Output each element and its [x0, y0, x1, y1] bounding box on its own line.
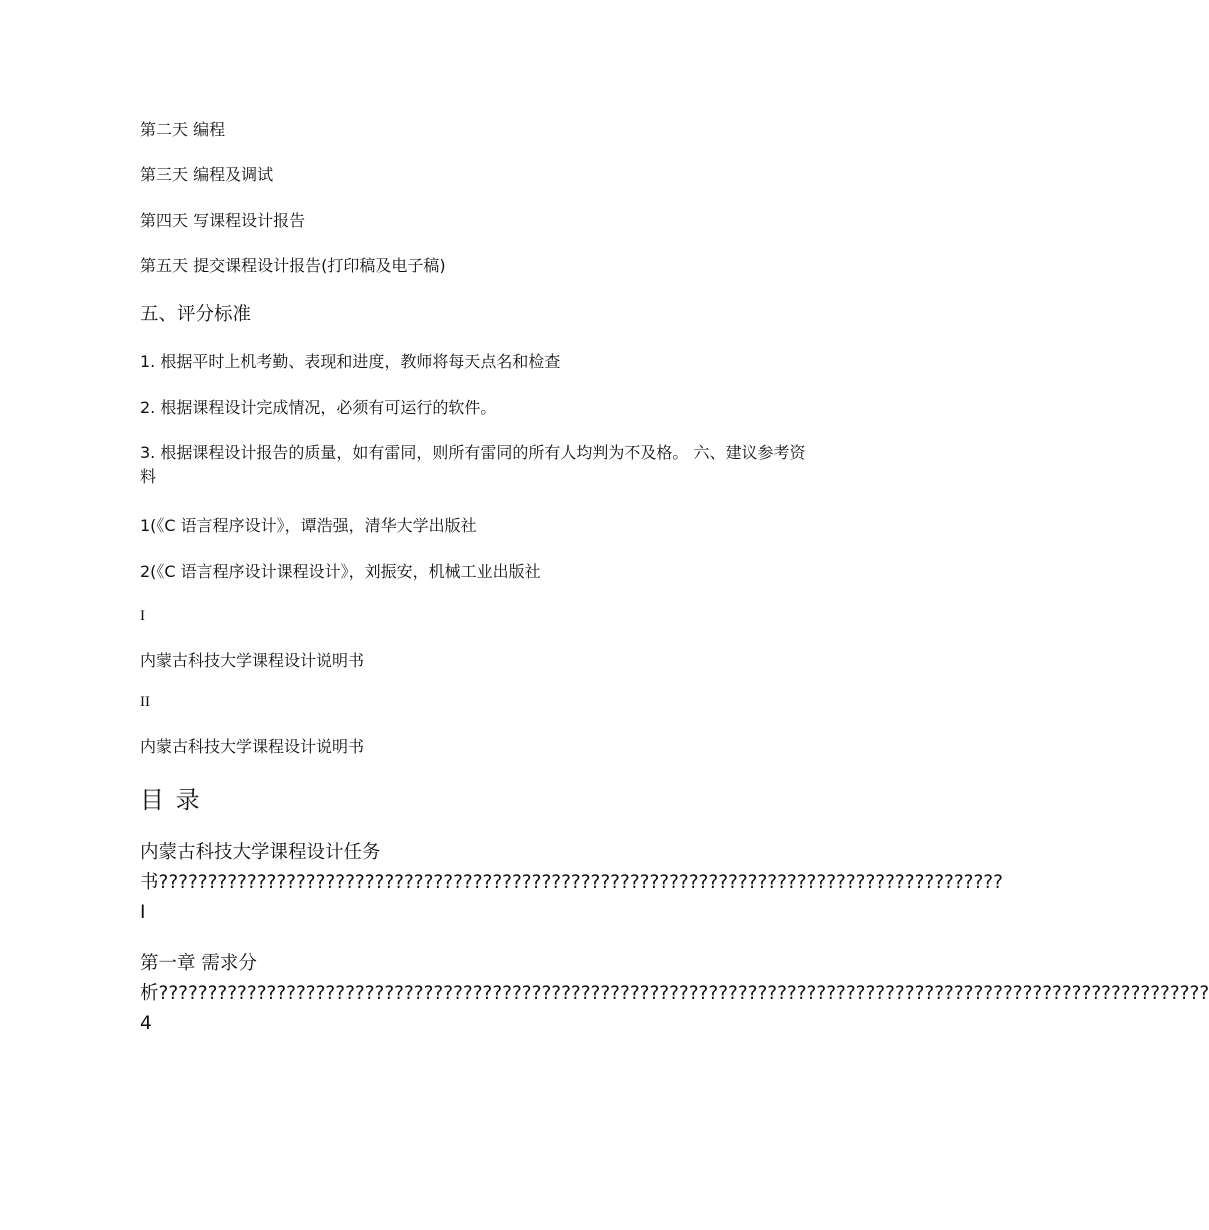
schedule-day3: 第三天 编程及调试	[140, 165, 274, 184]
running-header-2: 内蒙古科技大学课程设计说明书	[140, 737, 365, 756]
schedule-day4: 第四天 写课程设计报告	[140, 211, 306, 230]
grading-criterion-1: 1. 根据平时上机考勤、表现和进度，教师将每天点名和检查	[140, 352, 561, 371]
toc-entry-chapter-1[interactable]: 第一章 需求分析??????????????????????????????????????????????????????????????????????????????????????????????????????????? 4	[140, 953, 1209, 1034]
page-number-roman-1: I	[140, 608, 145, 624]
toc-title: 目 录	[140, 786, 202, 814]
schedule-day2: 第二天 编程	[140, 120, 226, 139]
toc-entry-task-book[interactable]: 内蒙古科技大学课程设计任务书??????????????????????????????????????????????????????????????????????????????????????I	[140, 842, 1003, 923]
schedule-day5: 第五天 提交课程设计报告(打印稿及电子稿)	[140, 256, 446, 275]
page-number-roman-2: II	[140, 694, 150, 710]
section-heading-grading: 五、评分标准	[140, 304, 252, 325]
running-header-1: 内蒙古科技大学课程设计说明书	[140, 651, 365, 670]
reference-1: 1(《C 语言程序设计》，谭浩强，清华大学出版社	[140, 516, 477, 535]
grading-criterion-2: 2. 根据课程设计完成情况，必须有可运行的软件。	[140, 398, 497, 417]
grading-criterion-3: 3. 根据课程设计报告的质量，如有雷同，则所有雷同的所有人均判为不及格。 六、建议参考资料	[140, 443, 806, 486]
reference-2: 2(《C 语言程序设计课程设计》，刘振安，机械工业出版社	[140, 562, 541, 581]
